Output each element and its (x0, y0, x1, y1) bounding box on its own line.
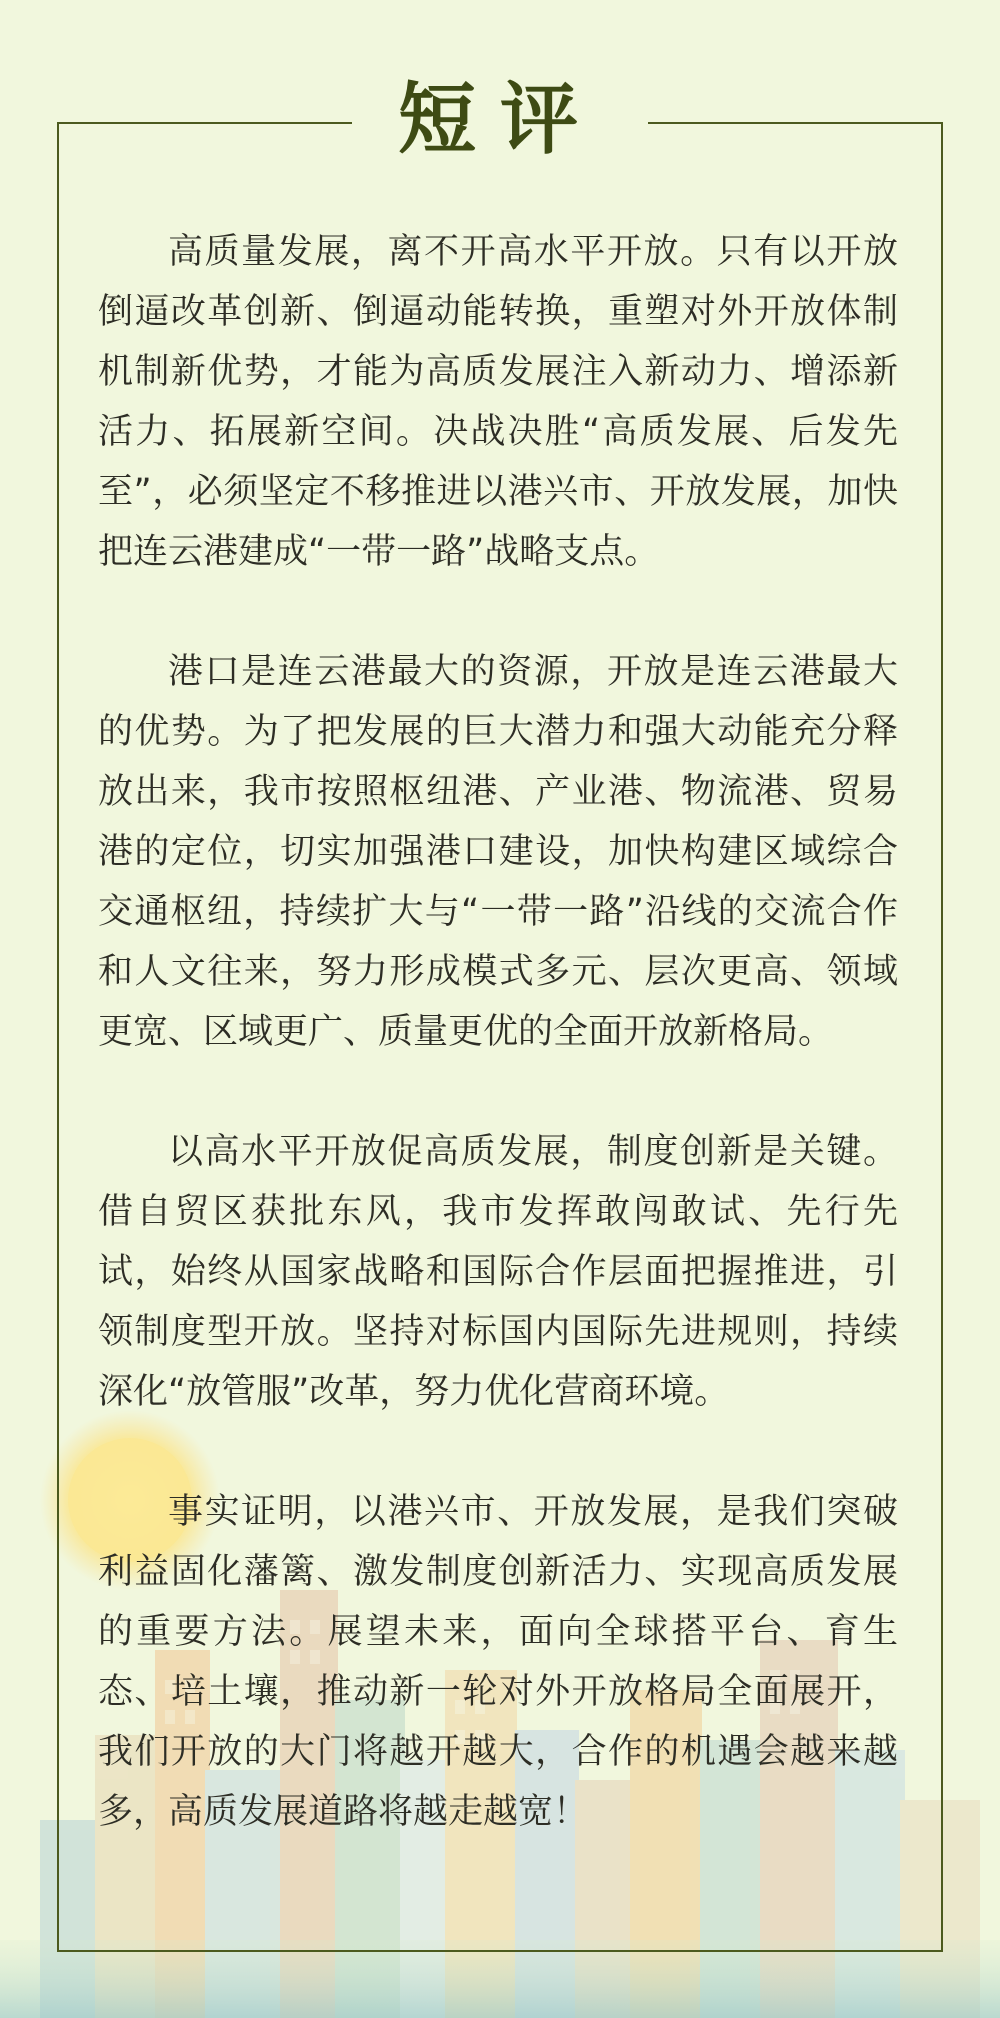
title-wrap (0, 70, 1000, 170)
paragraph-3: 以高水平开放促高质发展，制度创新是关键。借自贸区获批东风，我市发挥敢闯敢试、先行先试，始终从国家战略和国际合作层面把握推进，引领制度型开放。坚持对标国内国际先进规则，持续深化“放管服”改革，努力优化营商环境。 (98, 1132, 898, 1412)
paragraph-2: 港口是连云港最大的资源，开放是连云港最大的优势。为了把发展的巨大潜力和强大动能充分释放出来，我市按照枢纽港、产业港、物流港、贸易港的定位，切实加强港口建设，加快构建区域综合交通枢纽，持续扩大与“一带一路”沿线的交流合作和人文往来，努力形成模式多元、层次更高、领域更宽、区域更广、质量更优的全面开放新格局。 (98, 652, 898, 1052)
page-title: 短评 (352, 70, 648, 170)
paragraph-4: 事实证明，以港兴市、开放发展，是我们突破利益固化藩篱、激发制度创新活力、实现高质发展的重要方法。展望未来，面向全球搭平台、育生态、培土壤，推动新一轮对外开放格局全面展开，我们开放的大门将越开越大，合作的机遇会越来越多，高质发展道路将越走越宽！ (98, 1492, 898, 1832)
paragraph-1: 高质量发展，离不开高水平开放。只有以开放倒逼改革创新、倒逼动能转换，重塑对外开放体制机制新优势，才能为高质发展注入新动力、增添新活力、拓展新空间。决战决胜“高质发展、后发先至”，必须坚定不移推进以港兴市、开放发展，加快把连云港建成“一带一路”战略支点。 (98, 232, 898, 572)
article-body (98, 222, 898, 1902)
